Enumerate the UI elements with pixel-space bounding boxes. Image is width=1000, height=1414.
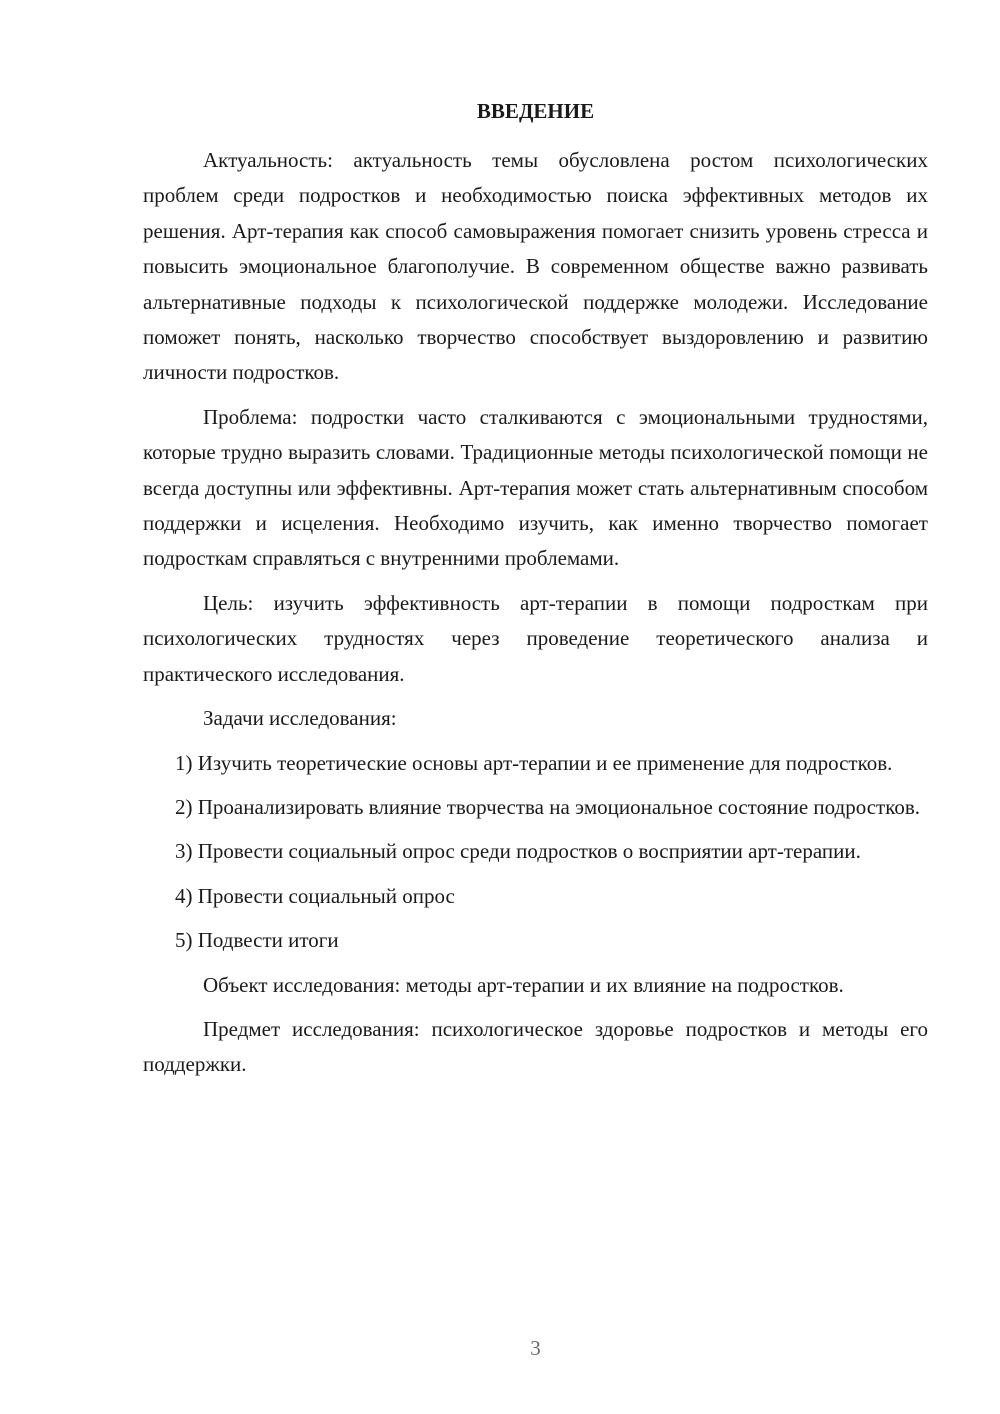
page-number: 3 xyxy=(530,1336,541,1360)
document-page xyxy=(143,0,928,1414)
page-title: ВВЕДЕНИЕ xyxy=(476,99,595,123)
task-item: 4) Провести социальный опрос xyxy=(175,883,455,908)
paragraph-relevance: Актуальность: актуальность темы обусловлена ростом психологических проблем среди подростков и необходимостью поиска эффективных методов их решения. Арт-терапия как способ самовыражения помогает снизить уровень стресса и повысить эмоциональное благополучие. В современном обществе важно развивать альтернативные подходы к психологической поддержке молодежи. Исследование поможет понять, насколько творчество способствует выздоровлению и развитию личности подростков. xyxy=(143,148,928,385)
paragraph-object: Объект исследования: методы арт-терапии и их влияние на подростков. xyxy=(203,972,844,997)
paragraph-problem: Проблема: подростки часто сталкиваются с эмоциональными трудностями, которые трудно выразить словами. Традиционные методы психологической помощи не всегда доступны или эффективны. Арт-терапия может стать альтернативным способом поддержки и исцеления. Необходимо изучить, как именно творчество помогает подросткам справляться с внутренними проблемами. xyxy=(143,404,928,571)
document-body xyxy=(143,143,928,1083)
task-item: 5) Подвести итоги xyxy=(175,928,339,953)
paragraph-tasks-heading: Задачи исследования: xyxy=(203,706,397,731)
task-item: 3) Провести социальный опрос среди подростков о восприятии арт-терапии. xyxy=(175,839,861,864)
task-item: 2) Проанализировать влияние творчества на эмоциональное состояние подростков. xyxy=(175,794,921,819)
paragraph-subject: Предмет исследования: психологическое здоровье подростков и методы его поддержки. xyxy=(143,1016,928,1077)
task-item: 1) Изучить теоретические основы арт-терапии и ее применение для подростков. xyxy=(175,750,893,775)
paragraph-goal: Цель: изучить эффективность арт-терапии в помощи подросткам при психологических трудностях через проведение теоретического анализа и практического исследования. xyxy=(143,590,928,686)
